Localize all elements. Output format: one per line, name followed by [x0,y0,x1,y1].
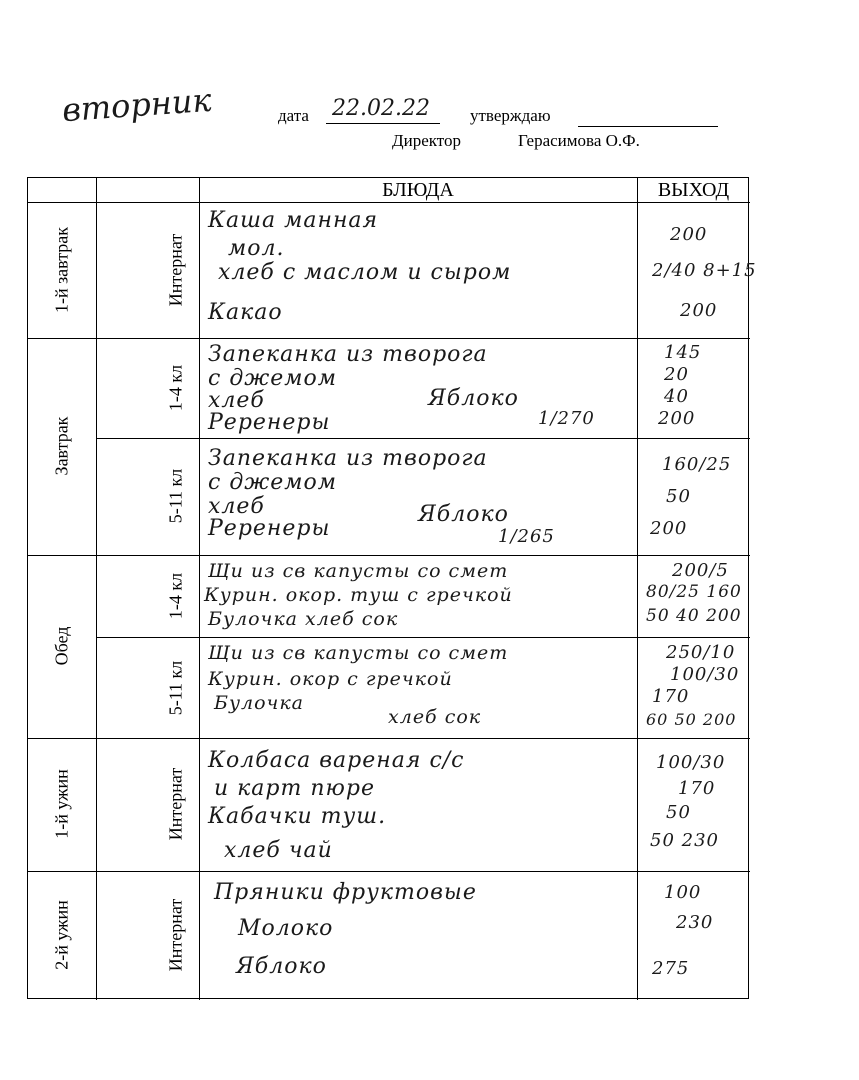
output-value: 50 40 200 [646,606,742,626]
dish-line: хлеб с маслом и сыром [218,260,512,285]
output-value: 80/25 160 [646,582,742,602]
grid-line [28,338,750,339]
dish-line: хлеб [208,388,265,413]
output-value: 100 [664,882,702,903]
date-label: дата [278,106,309,125]
group-label: 5-11 кл [165,660,186,716]
dish-line: хлеб сок [388,706,482,728]
dish-line: и карт пюре [214,776,375,801]
director-name: Герасимова О.Ф. [518,131,640,150]
output-value: 160/25 [662,454,732,475]
dish-line: Запеканка из творога [208,446,488,471]
col-header-dishes: БЛЮДА [382,179,454,201]
output-value: 250/10 [666,642,736,663]
dish-line: Курин. окор. туш с гречкой [204,584,513,606]
dish-line: Яблоко [418,502,509,527]
meal-label: 1-й ужин [51,769,72,839]
dish-line: с джемом [208,366,338,391]
output-value: 20 [664,364,689,385]
meal-label: Завтрак [51,416,72,476]
dish-line: Булочка [214,692,305,714]
grid-line [96,178,97,1000]
output-value: 2/40 8+15 [652,260,757,281]
dish-line: хлеб чай [224,838,333,863]
dish-line: Какао [208,300,283,325]
output-value: 200 [680,300,718,321]
dish-line: Булочка хлеб сок [208,608,399,630]
approve-label: утверждаю [470,106,551,125]
dish-line: 1/270 [538,408,595,429]
output-value: 50 [666,486,691,507]
day-heading: вторник [60,80,213,130]
dish-line: Щи из св капусты со смет [208,642,509,664]
dish-line: Каша манная [208,208,379,233]
output-value: 50 [666,802,691,823]
signature-line [578,126,718,127]
output-value: 230 [676,912,714,933]
dish-line: хлеб [208,494,265,519]
grid-line [637,178,638,1000]
dish-line: Курин. окор с гречкой [208,668,453,690]
group-label: Интернат [165,767,186,841]
dish-line: мол. [228,236,285,261]
output-value: 200 [658,408,696,429]
group-label: Интернат [165,233,186,307]
meal-label: 2-й ужин [51,900,72,970]
grid-line [96,637,750,638]
col-header-output: ВЫХОД [657,179,730,201]
menu-table [27,177,757,999]
grid-line [28,738,750,739]
director-title: Директор [392,131,461,150]
grid-line [199,178,200,1000]
output-value: 275 [652,958,690,979]
output-value: 170 [678,778,716,799]
grid-line [28,202,750,203]
output-value: 170 [652,686,690,707]
grid-line [96,438,750,439]
output-value: 145 [664,342,702,363]
group-label: 1-4 кл [165,364,186,412]
dish-line: Яблоко [428,386,519,411]
output-value: 200 [650,518,688,539]
output-value: 50 230 [650,830,719,851]
grid-line [28,871,750,872]
output-value: 200/5 [672,560,729,581]
dish-line: Яблоко [236,954,327,979]
dish-line: с джемом [208,470,338,495]
dish-line: Щи из св капусты со смет [208,560,509,582]
dish-line: Реренеры [208,410,331,435]
output-value: 60 50 200 [646,710,737,729]
dish-line: Запеканка из творога [208,342,488,367]
dish-line: Колбаса вареная с/с [208,748,465,773]
output-value: 100/30 [656,752,726,773]
meal-label: Обед [51,626,72,666]
meal-label: 1-й завтрак [51,226,72,314]
output-value: 40 [664,386,689,407]
dish-line: Молоко [238,916,334,941]
dish-line: Реренеры [208,516,331,541]
date-value: 22.02.22 [326,96,440,124]
output-value: 100/30 [670,664,740,685]
group-label: Интернат [165,898,186,972]
dish-line: Кабачки туш. [208,804,387,829]
group-label: 5-11 кл [165,468,186,524]
dish-line: Пряники фруктовые [214,880,477,905]
output-value: 200 [670,224,708,245]
dish-line: 1/265 [498,526,555,547]
group-label: 1-4 кл [165,572,186,620]
grid-line [28,555,750,556]
